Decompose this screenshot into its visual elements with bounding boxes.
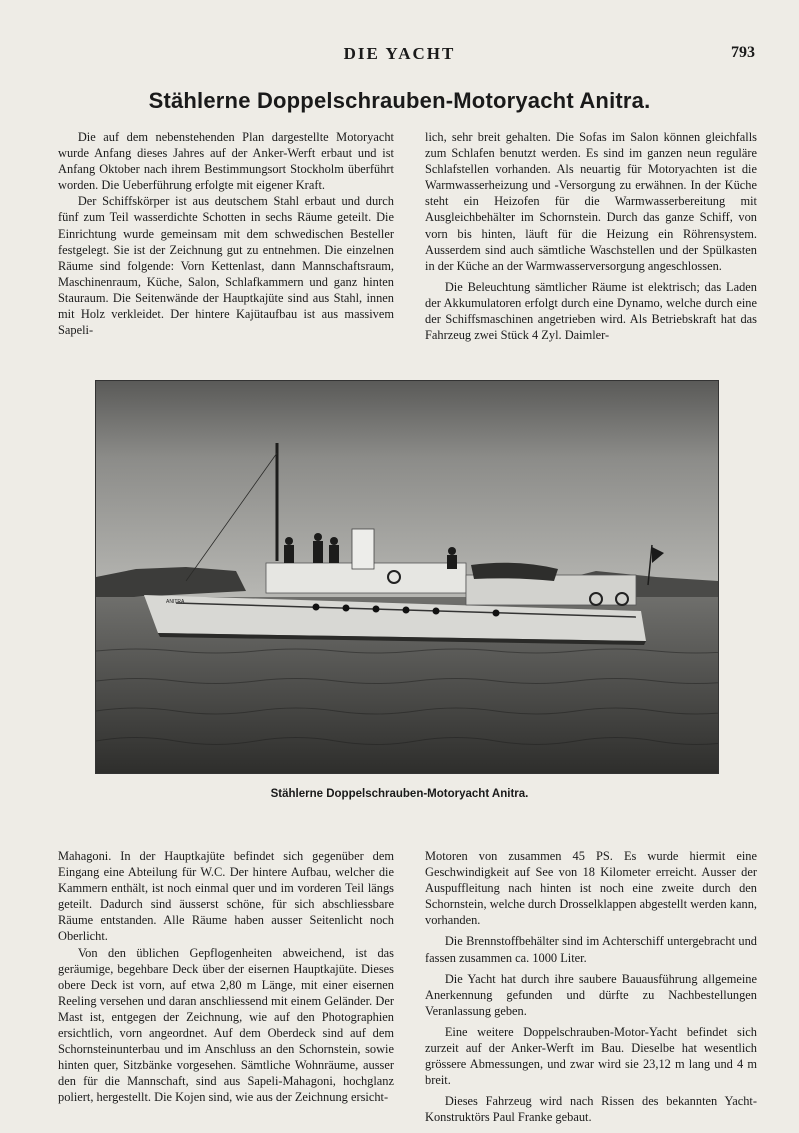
running-head (0, 44, 799, 64)
column-top-left (58, 129, 394, 338)
paragraph: Dieses Fahrzeug wird nach Rissen des bekannten Yacht-Konstruktörs Paul Franke gebaut. (425, 1094, 757, 1125)
yacht-photo-illustration (96, 381, 718, 773)
paragraph: Eine weitere Doppelschrauben-Motor-Yacht befindet sich zurzeit auf der Anker-Werft im Bau. Dieselbe hat wesentlich grössere Abmessungen, und zwar wird sie 23,12 m lang und 4 m breit. (425, 1024, 757, 1088)
paragraph: lich, sehr breit gehalten. Die Sofas im Salon können gleichfalls zum Schlafen benutzt werden. Es sind im ganzen neun reguläre Schlafstellen vorhanden. Als neuartig für Motoryachten ist die Warmwasserheizung und -Versorgung zu erwähnen. In der Küche steht ein Heizofen für die Warmwasserbereitung mit Ausgleichbehälter im Schornstein. Durch das ganze Schiff, von vorn bis hinten, läuft für die Heizung ein Röhrensystem. Ausserdem sind auch sämtliche Waschstellen und der Spülkasten in der Küche an der Warmwasserversorgung angeschlossen. (425, 130, 757, 273)
hull-name: ANITRA (166, 599, 185, 605)
paragraph: Die Beleuchtung sämtlicher Räume ist elektrisch; das Laden der Akkumulatoren erfolgt durch eine Dynamo, welche durch eine der Schiffsmaschinen angetrieben wird. Als Betriebskraft hat das Fahrzeug zwei Stück 4 Zyl. Daimler- (425, 279, 757, 343)
funnel (352, 529, 374, 569)
column-bottom-left (58, 848, 394, 1106)
running-title: DIE YACHT (343, 44, 456, 63)
column-bottom-right (425, 848, 757, 1126)
paragraph: Von den üblichen Gepflogenheiten abweichend, ist das geräumige, begehbare Deck über der eisernen Hauptkajüte. Dieses obere Deck ist vorn, auf etwa 2,80 m Länge, mit einer eisernen Reeling versehen und daran anschliessend mit einem Geländer. Der Mast ist, entgegen der Zeichnung, wie auf den Photographien ersichtlich, vorn angeordnet. Auf dem Oberdeck sind auf dem Schornsteinunterbau und im Anschluss an den Schornstein, sowie hinten quer, Sitzbänke vorgesehen. Sämtliche Wohnräume, ausser den für die Mannschaft, sind aus Sapeli-Mahagoni, hochglanz poliert, hergestellt. Die Kojen sind, wie aus der Zeichnung ersicht- (58, 945, 394, 1105)
paragraph: Mahagoni. In der Hauptkajüte befindet sich gegenüber dem Eingang eine Abteilung für W.C. Der hintere Aufbau, welcher die Kammern enthält, ist noch einmal quer und im vorderen Teil längs geteilt. Dadurch sind äusserst schöne, für sich abschliessbare Räume entstanden. Alle Räume haben ausser Seitenlicht noch Oberlicht. (58, 849, 394, 944)
paragraph: Die Brennstoffbehälter sind im Achterschiff untergebracht und fassen zusammen ca. 1000 Liter. (425, 934, 757, 965)
article-title: Stählerne Doppelschrauben-Motoryacht Anitra. (148, 88, 651, 113)
paragraph: Die auf dem nebenstehenden Plan dargestellte Motoryacht wurde Anfang dieses Jahres auf der Anker-Werft erbaut und ist Anfang Oktober nach ihrem Bestimmungsort Stockholm überführt worden. Die Ueberführung erfolgte mit eigener Kraft. (58, 130, 394, 193)
photo-caption: Stählerne Doppelschrauben-Motoryacht Anitra. (270, 788, 529, 800)
paragraph: Der Schiffskörper ist aus deutschem Stahl erbaut und durch fünf zum Teil wasserdichte Schotten in sechs Räume geteilt. Die Einrichtung wurde gemeinsam mit dem schwedischen Besteller festgelegt. Sie ist der Zeichnung gut zu entnehmen. Die einzelnen Räume sind folgende: Vorn Kettenlast, dann Mannschaftsraum, Maschinenraum, Küche, Salon, Schlafkammern und ganz hinten Stauraum. Die Seitenwände der Hauptkajüte sind aus Stahl, innen mit Holz verkleidet. Der hintere Kajütaufbau ist aus massivem Sapeli- (58, 194, 394, 338)
paragraph: Motoren von zusammen 45 PS. Es wurde hiermit eine Geschwindigkeit auf See von 18 Kilometer erreicht. Ausser der Auspuffleitung nach hinten ist noch eine zweite durch den Schornstein, welche durch Drosselklappen abgestellt werden kann, vorhanden. (425, 849, 757, 928)
paragraph: Die Yacht hat durch ihre saubere Bauausführung allgemeine Anerkennung gefunden und dürfte zu Nachbestellungen Veranlassung geben. (425, 971, 757, 1018)
column-top-right (425, 129, 757, 343)
yacht-photograph (95, 380, 719, 774)
page-number: 793 (731, 44, 755, 61)
